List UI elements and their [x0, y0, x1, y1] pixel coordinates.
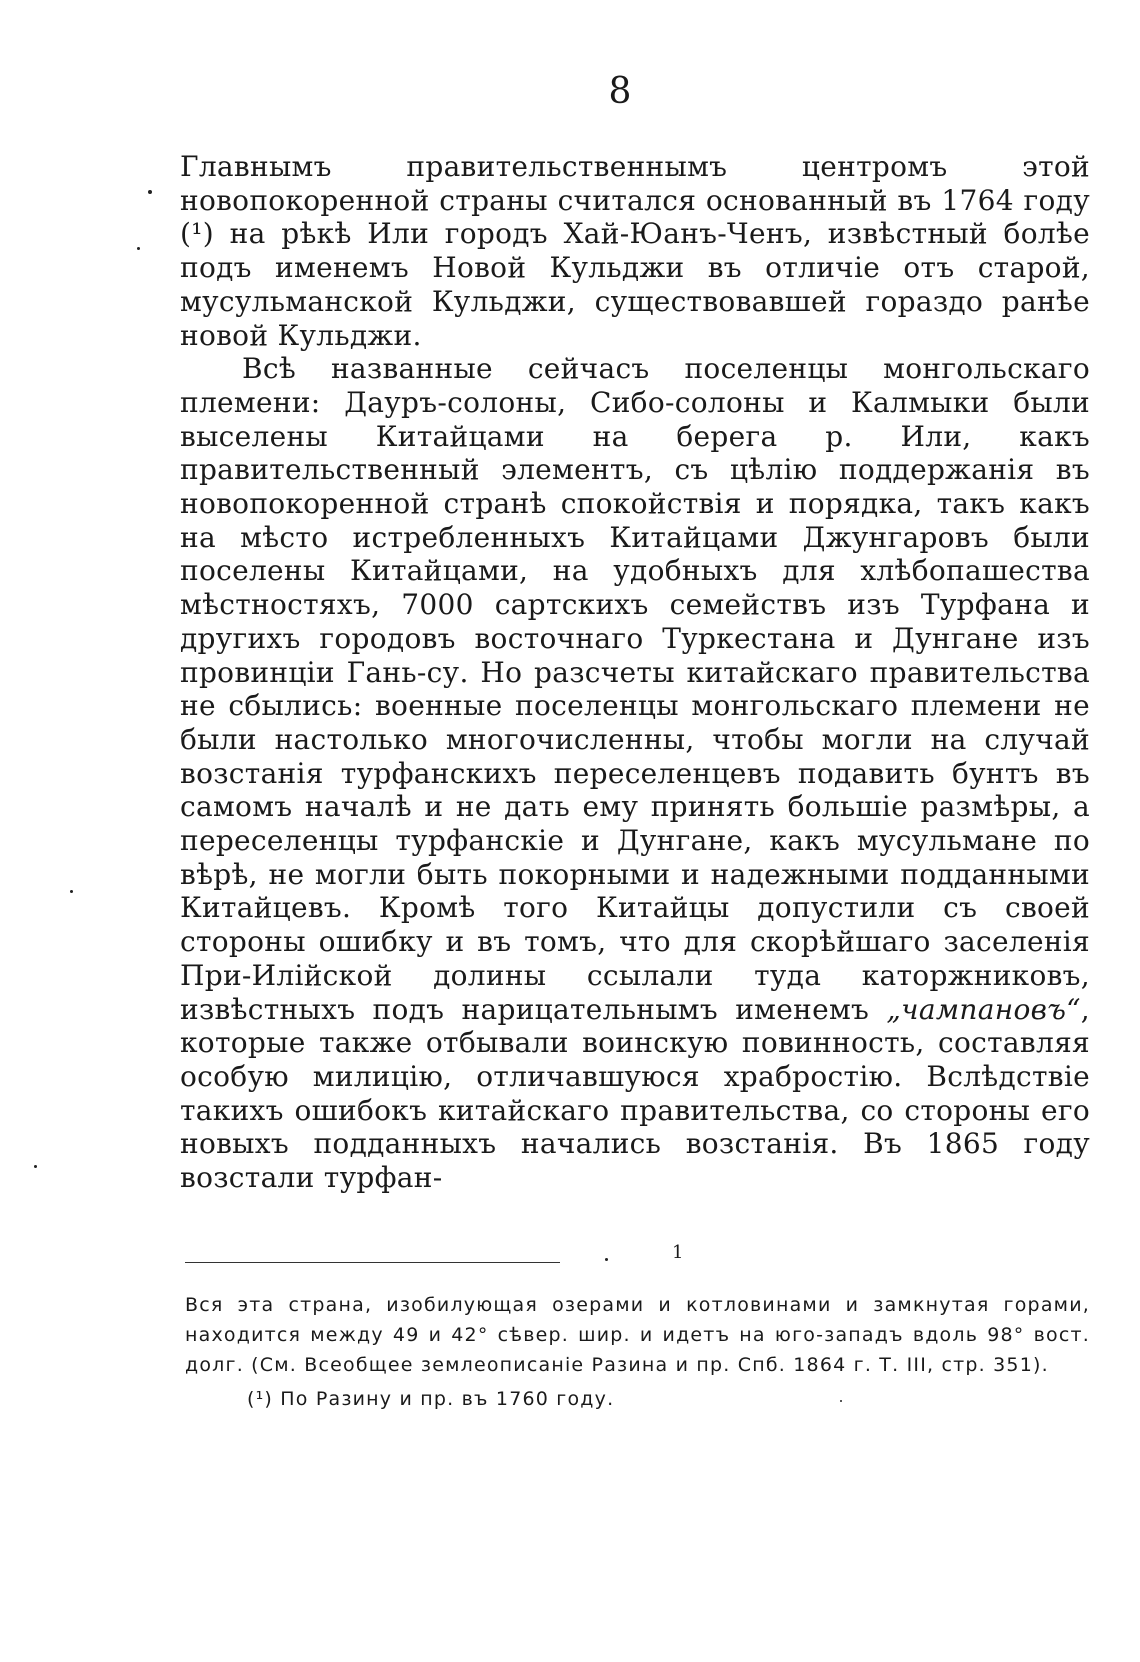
margin-speck	[34, 1165, 37, 1168]
margin-speck	[148, 190, 152, 194]
separator-mark: 1	[672, 1242, 684, 1263]
margin-speck	[70, 890, 73, 893]
margin-speck	[137, 247, 140, 250]
footnotes	[185, 1290, 1090, 1414]
main-text	[180, 150, 1090, 1195]
page-number: 8	[608, 71, 632, 112]
margin-speck	[840, 1400, 842, 1402]
paragraph-2-end: , которые также отбывали воинскую повинность, составляя особую милицію, отличавшуюся храбростію. Вслѣдствіе такихъ ошибокъ китайскаго правительства, со стороны его новыхъ подданныхъ начались возстанія. Въ 1865 году возстали турфан-	[180, 992, 1090, 1195]
footnote-2: (¹) По Разину и пр. въ 1760 году.	[247, 1388, 615, 1410]
paragraph-1: Главнымъ правительственнымъ центромъ этой новопокоренной страны считался основанный въ 1764 году (¹) на рѣкѣ Или городъ Хай-Юанъ-Ченъ, извѣстный болѣе подъ именемъ Новой Кульджи въ отличіе отъ старой, мусульманской Кульджи, существовавшей гораздо ранѣе новой Кульджи.	[180, 150, 1090, 352]
paragraph-2	[180, 352, 1090, 1195]
footnote-separator	[185, 1262, 560, 1263]
paragraph-2-text: Всѣ названные сейчасъ поселенцы монгольскаго племени: Дауръ-солоны, Сибо-солоны и Калмыки были выселены Китайцами на берега р. Или, какъ правительственный элементъ, съ цѣлію поддержанія въ новопокоренной странѣ спокойствія и порядка, такъ какъ на мѣсто истребленныхъ Китайцами Джунгаровъ были поселены Китайцами, на удобныхъ для хлѣбопашества мѣстностяхъ, 7000 сартскихъ семействъ изъ Турфана и другихъ городовъ восточнаго Туркестана и Дунгане изъ провинціи Гань-су. Но разсчеты китайскаго правительства не сбылись: военные поселенцы монгольскаго племени не были настолько многочисленны, чтобы могли на случай возстанія турфанскихъ переселенцевъ подавить бунтъ въ самомъ началѣ и не дать ему принять большіе размѣры, а переселенцы турфанскіе и Дунгане, какъ мусульмане по вѣрѣ, не могли быть покорными и надежными подданными Китайцевъ. Кромѣ того Китайцы допустили съ своей стороны ошибку и въ томъ, что для скорѣйшаго заселенія При-Илійской долины ссылали туда каторжниковъ, извѣстныхъ подъ нарицательнымъ именемъ	[180, 352, 1090, 1026]
italic-term: „чампановъ“	[886, 992, 1081, 1026]
footnote-1: Вся эта страна, изобилующая озерами и котловинами и замкнутая горами, находится между 49 и 42° сѣвер. шир. и идетъ на юго-западъ вдоль 98° вост. долг. (См. Всеобщее землеописаніе Разина и пр. Спб. 1864 г. Т. III, стр. 351).	[185, 1294, 1090, 1376]
margin-speck	[605, 1258, 608, 1261]
